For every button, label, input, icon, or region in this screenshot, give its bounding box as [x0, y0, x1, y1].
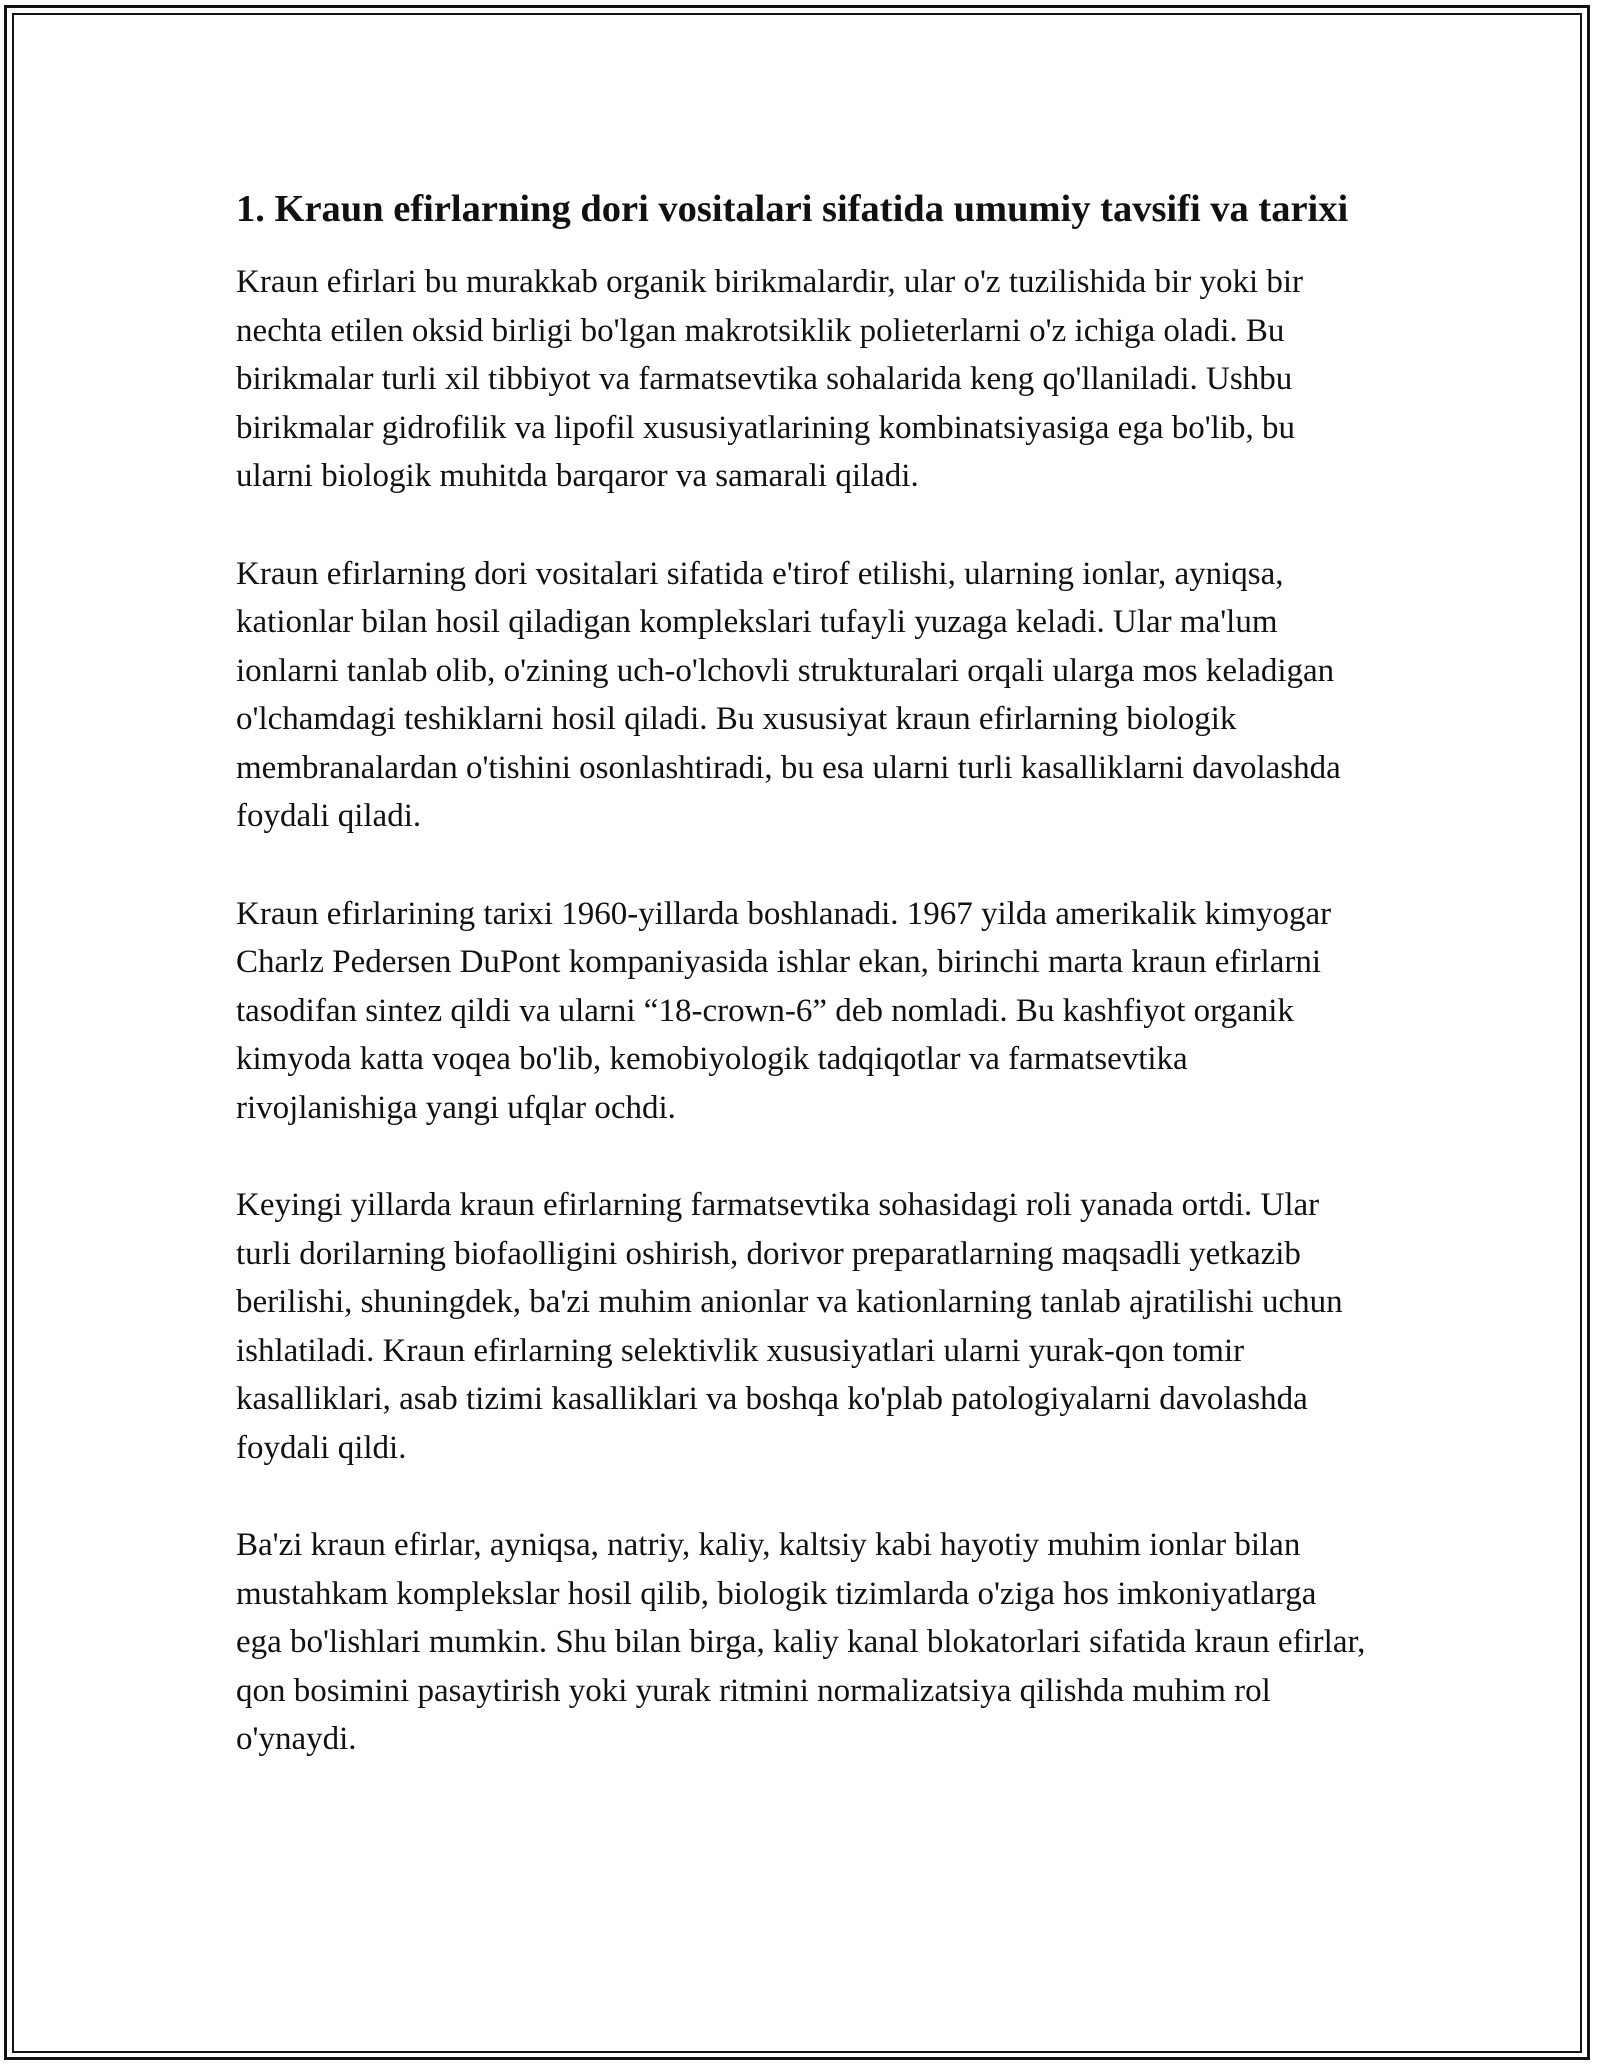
paragraph-4: Keyingi yillarda kraun efirlarning farmatsevtika sohasidagi roli yanada ortdi. Ular turli dorilarning biofaolligini oshirish, dorivor preparatlarning maqsadli yetkazib berilishi, shuningdek, ba'zi muhim anionlar va kationlarning tanlab ajratilishi uchun ishlatiladi. Kraun efirlarning selektivlik xususiyatlari ularni yurak-qon tomir kasalliklari, asab tizimi kasalliklari va boshqa ko'plab patologiyalarni davolashda foydali qildi. [236, 1187, 1343, 1466]
section-heading: 1. Kraun efirlarning dori vositalari sifatida umumiy tavsifi va tarixi [236, 188, 1349, 230]
document-body [236, 182, 1366, 1813]
paragraph-1: Kraun efirlari bu murakkab organik birikmalardir, ular o'z tuzilishida bir yoki bir nechta etilen oksid birligi bo'lgan makrotsiklik polieterlarni o'z ichiga oladi. Bu birikmalar turli xil tibbiyot va farmatsevtika sohalarida keng qo'llaniladi. Ushbu birikmalar gidrofilik va lipofil xususiyatlarining kombinatsiyasiga ega bo'lib, bu ularni biologik muhitda barqaror va samarali qiladi. [236, 264, 1304, 494]
paragraph-3: Kraun efirlarining tarixi 1960-yillarda boshlanadi. 1967 yilda amerikalik kimyogar Charlz Pedersen DuPont kompaniyasida ishlar ekan, birinchi marta kraun efirlarni tasodifan sintez qildi va ularni “18-crown-6” deb nomladi. Bu kashfiyot organik kimyoda katta voqea bo'lib, kemobiyologik tadqiqotlar va farmatsevtika rivojlanishiga yangi ufqlar ochdi. [236, 895, 1332, 1126]
paragraph-2: Kraun efirlarning dori vositalari sifatida e'tirof etilishi, ularning ionlar, ayniqsa, kationlar bilan hosil qiladigan komplekslari tufayli yuzaga keladi. Ular ma'lum ionlarni tanlab olib, o'zining uch-o'lchovli strukturalari orqali ularga mos keladigan o'lchamdagi teshiklarni hosil qiladi. Bu xususiyat kraun efirlarning biologik membranalardan o'tishini osonlashtiradi, bu esa ularni turli kasalliklarni davolashda foydali qiladi. [236, 555, 1341, 834]
paragraph-5: Ba'zi kraun efirlar, ayniqsa, natriy, kaliy, kaltsiy kabi hayotiy muhim ionlar bilan mustahkam komplekslar hosil qilib, biologik tizimlarda o'ziga hos imkoniyatlarga ega bo'lishlari mumkin. Shu bilan birga, kaliy kanal blokatorlari sifatida kraun efirlar, qon bosimini pasaytirish yoki yurak ritmini normalizatsiya qilishda muhim rol o'ynaydi. [236, 1527, 1366, 1757]
